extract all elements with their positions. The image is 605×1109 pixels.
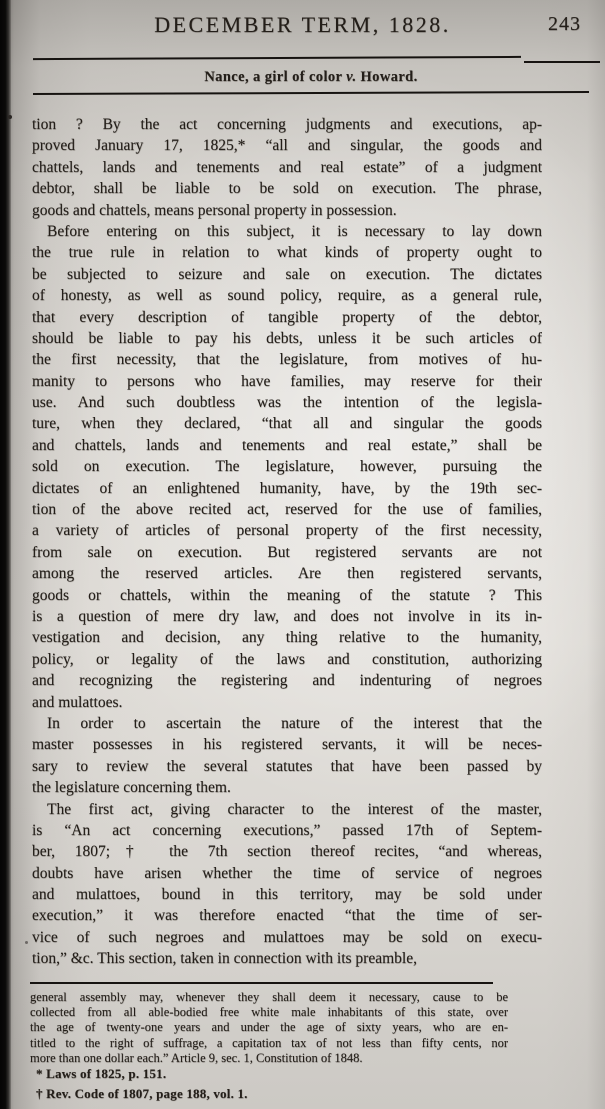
text-line: and mulattoes, bound in this territory, may be sold under	[32, 886, 542, 904]
header-rule-right-segment	[524, 61, 600, 63]
text-line: collected from all able-bodied free white male inhabitants of this state, over	[30, 1005, 508, 1020]
text-line: manity to persons who have families, may reserve for their	[32, 372, 542, 390]
text-line: execution,” it was therefore enacted “that the time of ser-	[32, 907, 542, 925]
page-number: 243	[548, 13, 581, 35]
text-line: use. And such doubtless was the intention of the legisla-	[32, 394, 542, 412]
text-line: Before entering on this subject, it is necessary to lay down	[47, 222, 542, 240]
text-line: policy, or legality of the laws and constitution, authorizing	[32, 650, 542, 668]
text-line: master possesses in his registered servants, it will be neces-	[32, 736, 542, 754]
text-line: the first necessity, that the legislature, from motives of hu-	[32, 351, 542, 369]
text-line: goods and chattels, means personal property in possession.	[32, 201, 397, 219]
text-line: among the reserved articles. Are then registered servants,	[32, 565, 542, 583]
text-line: proved January 17, 1825,* “all and singular, the goods and	[32, 137, 542, 155]
paper-speck	[25, 941, 28, 944]
case-title-defendant: Howard.	[356, 69, 418, 85]
text-line: doubts have arisen whether the time of service of negroes	[32, 864, 542, 882]
text-line: is a question of mere dry law, and does not involve in its in-	[32, 607, 542, 625]
opinion-body	[32, 114, 542, 970]
text-line: is “An act concerning executions,” passed 17th of Septem-	[32, 821, 542, 839]
text-line: be subjected to seizure and sale on execution. The dictates	[32, 265, 542, 283]
footnote-ref-rev-code-1807: † Rev. Code of 1807, page 188, vol. 1.	[36, 1086, 248, 1101]
text-line: sary to review the several statutes that have been passed by	[32, 757, 542, 775]
text-line: the legislature concerning them.	[32, 779, 231, 797]
footnote-rule	[30, 982, 493, 984]
case-title	[33, 69, 589, 86]
text-line: vestigation and decision, any thing relative to the humanity,	[32, 629, 542, 647]
text-line: that every description of tangible property of the debtor,	[32, 308, 542, 326]
paragraph-first-act	[32, 799, 542, 970]
text-line: ture, when they declared, “that all and singular the goods	[32, 415, 542, 433]
text-line: of honesty, as well as sound policy, require, as a general rule,	[32, 287, 542, 305]
text-line: sold on execution. The legislature, however, pursuing the	[32, 458, 542, 476]
text-line: tion,” &c. This section, taken in connection with its preamble,	[32, 950, 417, 968]
text-line: tion of the above recited act, reserved for the use of families,	[32, 501, 542, 519]
text-line: should be liable to pay his debts, unless it be such articles of	[32, 329, 542, 347]
text-line: the age of twenty-one years and under the age of sixty years, who are en-	[30, 1020, 508, 1035]
text-line: In order to ascertain the nature of the interest that the	[47, 714, 542, 732]
text-line: The first act, giving character to the interest of the master,	[47, 800, 542, 818]
case-title-parties: Nance, a girl of color	[204, 69, 347, 85]
text-line: chattels, lands and tenements and real estate” of a judgment	[32, 158, 542, 176]
text-line: and recognizing the registering and indenturing of negroes	[32, 672, 542, 690]
paragraph-continuation	[32, 114, 542, 221]
text-line: debtor, shall be liable to be sold on execution. The phrase,	[32, 180, 542, 198]
text-line: ber, 1807;† the 7th section thereof recites, “and whereas,	[32, 843, 542, 861]
text-line: titled to the right of suffrage, a capitation tax of not less than fifty cents, nor	[30, 1035, 508, 1050]
case-title-versus: v.	[346, 69, 357, 85]
text-line: goods or chattels, within the meaning of the statute ? This	[32, 586, 542, 604]
text-line: tion ? By the act concerning judgments and executions, ap-	[32, 116, 542, 133]
paragraph-ascertain-interest	[32, 713, 542, 799]
book-binding-edge	[0, 0, 11, 1109]
text-line: from sale on execution. But registered servants are not	[32, 543, 542, 561]
text-line: the true rule in relation to what kinds of property ought to	[32, 244, 542, 262]
text-line: vice of such negroes and mulattoes may be sold on execu-	[32, 928, 542, 946]
footnote-continuation	[30, 990, 508, 1066]
running-header-term: DECEMBER TERM, 1828.	[154, 12, 451, 37]
text-line: and mulattoes.	[32, 693, 123, 711]
text-line: dictates of an enlightened humanity, have, by the 19th sec-	[32, 479, 542, 497]
footnote-ref-laws-1825: * Laws of 1825, p. 151.	[36, 1066, 167, 1081]
header-rule-left-segment	[33, 56, 521, 60]
text-line: a variety of articles of personal property of the first necessity,	[32, 522, 542, 540]
text-line: general assembly may, whenever they shall deem it necessary, cause to be	[30, 990, 508, 1004]
text-line: more than one dollar each.” Article 9, sec. 1, Constitution of 1848.	[30, 1050, 363, 1065]
title-bottom-rule	[33, 91, 589, 95]
paper-speck	[8, 115, 12, 119]
text-line: and chattels, lands and tenements and real estate,” shall be	[32, 436, 542, 454]
paragraph-rule-of-property	[32, 221, 542, 713]
